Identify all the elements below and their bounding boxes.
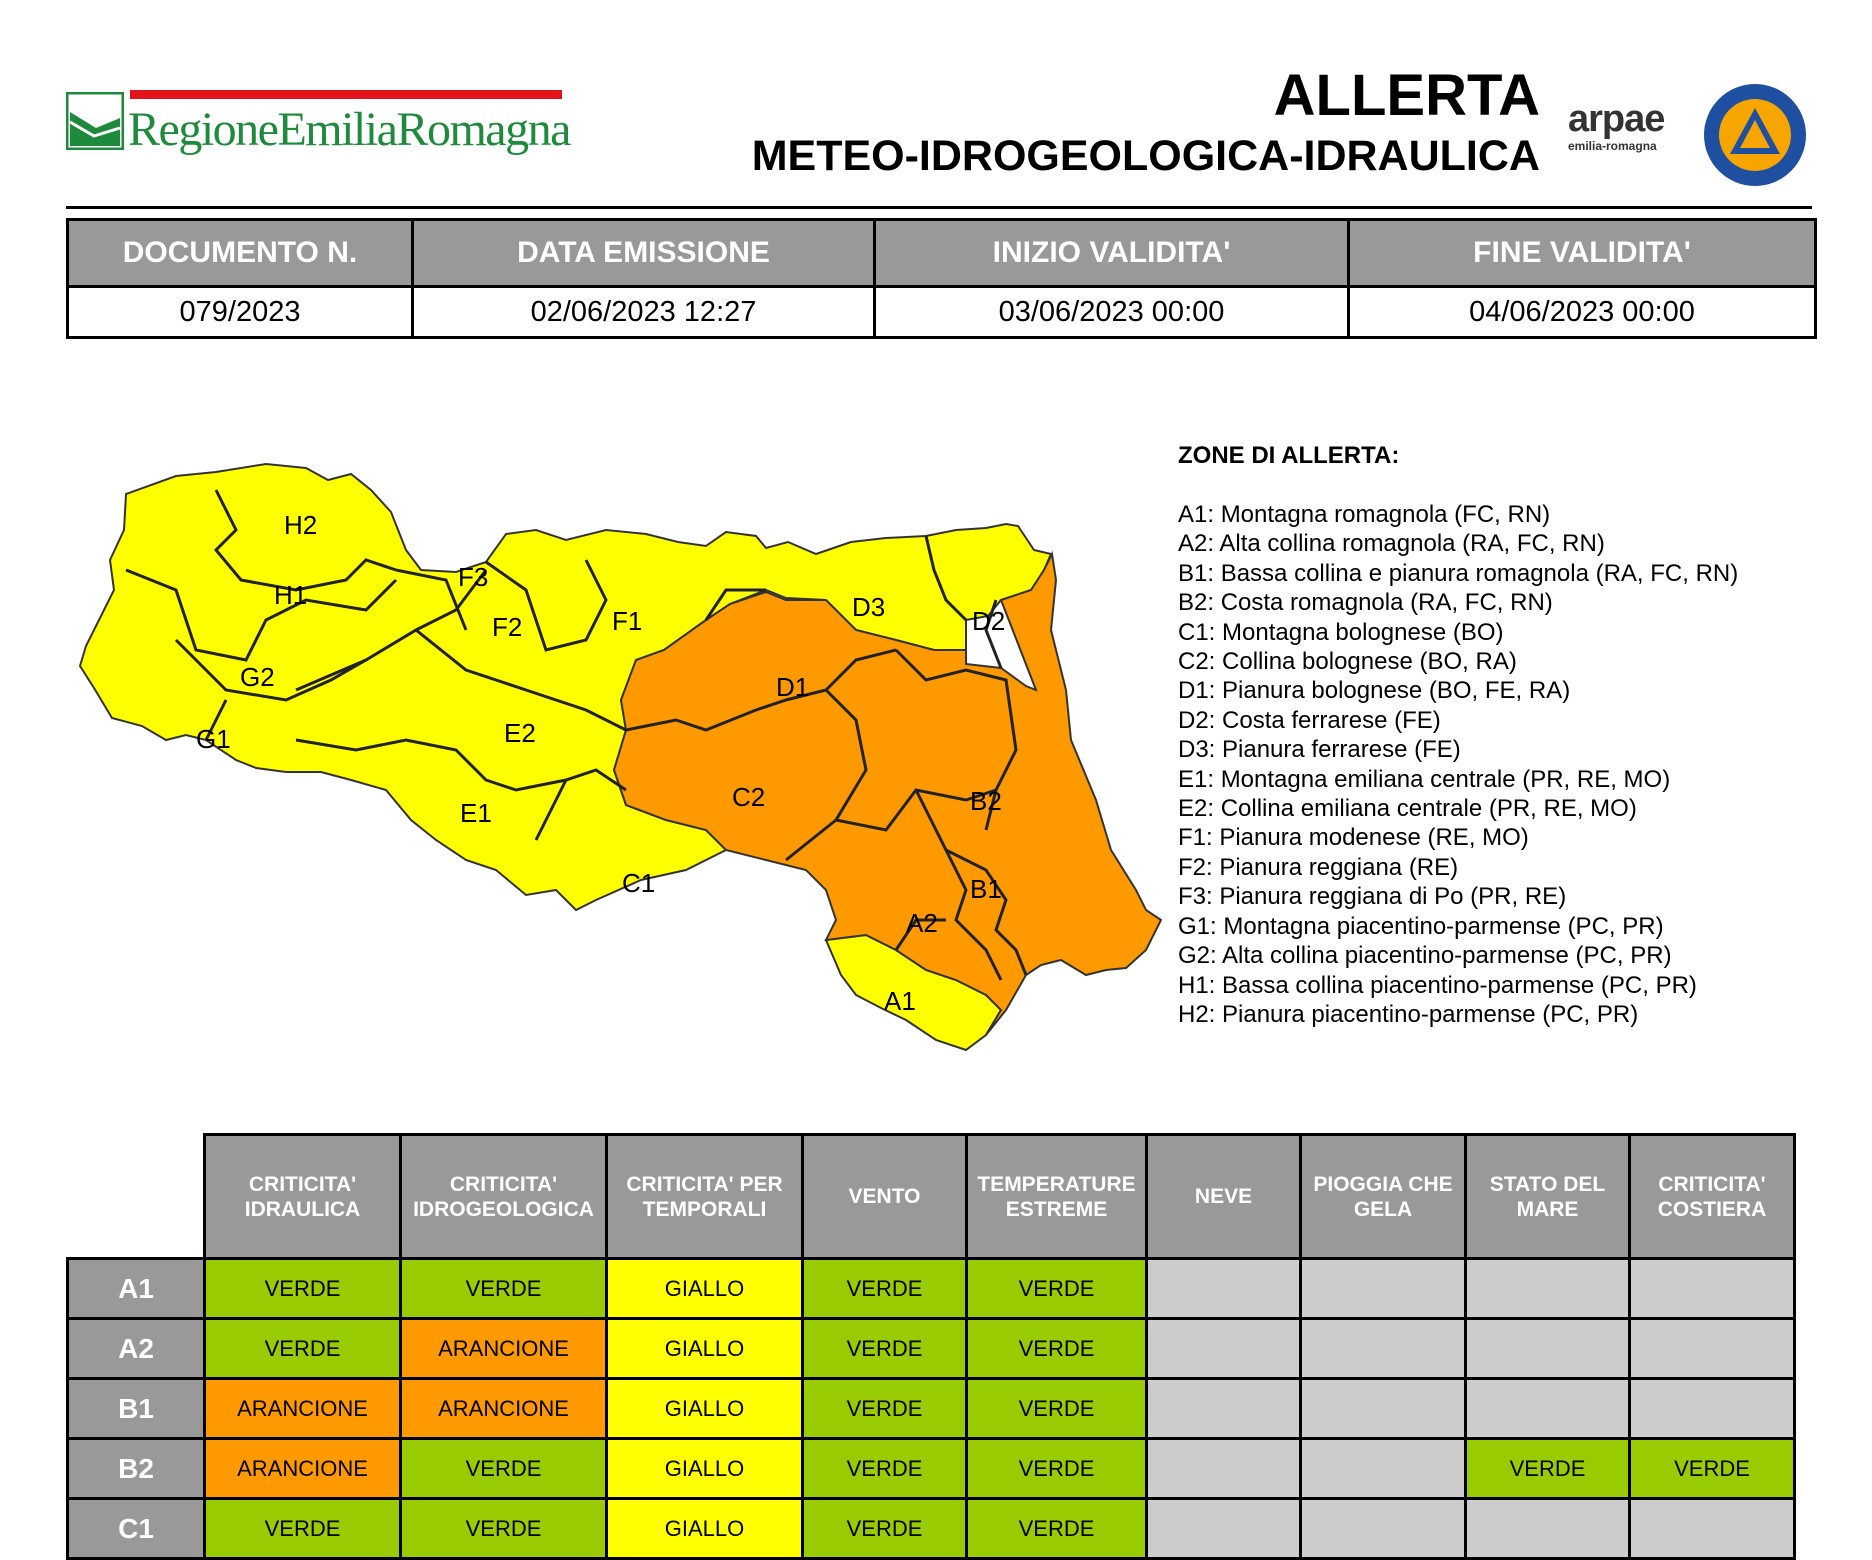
criticality-table xyxy=(66,1133,1796,1560)
document-info-value-row xyxy=(68,287,1816,338)
validity-end-value: 04/06/2023 00:00 xyxy=(1349,287,1816,338)
criticality-level-cell: VERDE xyxy=(1630,1439,1795,1499)
criticality-column-header xyxy=(1630,1135,1795,1259)
zone-item-f1: F1: Pianura modenese (RE, MO) xyxy=(1178,824,1529,852)
criticality-column-header xyxy=(1466,1135,1630,1259)
column-header-line: MARE xyxy=(1516,1197,1579,1221)
criticality-level-cell xyxy=(1147,1259,1301,1319)
criticality-level-cell xyxy=(1466,1499,1630,1559)
criticality-level-cell: VERDE xyxy=(205,1319,401,1379)
column-header-line: TEMPORALI xyxy=(642,1197,767,1221)
page-subtitle: METEO-IDROGEOLOGICA-IDRAULICA xyxy=(751,132,1540,180)
criticality-level-cell xyxy=(1630,1499,1795,1559)
zone-cell: A1 xyxy=(68,1259,205,1319)
validity-start-value: 03/06/2023 00:00 xyxy=(875,287,1349,338)
criticality-level-cell xyxy=(1301,1499,1466,1559)
document-info-table xyxy=(66,218,1817,339)
zone-item-e2: E2: Collina emiliana centrale (PR, RE, MO) xyxy=(1178,795,1637,823)
criticality-column-header xyxy=(205,1135,401,1259)
zone-cell: B1 xyxy=(68,1379,205,1439)
criticality-level-cell xyxy=(1630,1259,1795,1319)
header-divider xyxy=(66,206,1812,209)
zone-item-d2: D2: Costa ferrarese (FE) xyxy=(1178,706,1441,734)
column-header-line: CRITICITA' PER xyxy=(626,1172,783,1196)
criticality-column-header xyxy=(967,1135,1147,1259)
column-header-line: VENTO xyxy=(848,1185,921,1208)
column-header-line: NEVE xyxy=(1194,1185,1253,1208)
arpae-logo xyxy=(1568,98,1678,168)
criticality-level-cell xyxy=(1147,1379,1301,1439)
zone-item-b2: B2: Costa romagnola (RA, FC, RN) xyxy=(1178,589,1553,617)
column-header-line: TEMPERATURE xyxy=(977,1172,1136,1196)
zone-item-e1: E1: Montagna emiliana centrale (PR, RE, MO) xyxy=(1178,765,1671,793)
zone-item-d3: D3: Pianura ferrarese (FE) xyxy=(1178,736,1461,764)
criticality-level-cell: VERDE xyxy=(803,1439,967,1499)
zone-cell: C1 xyxy=(68,1499,205,1559)
emission-date-value: 02/06/2023 12:27 xyxy=(413,287,875,338)
criticality-header-row xyxy=(68,1135,1795,1259)
column-header-line: CRITICITA' xyxy=(248,1172,357,1196)
criticality-level-cell: VERDE xyxy=(967,1379,1147,1439)
zone-item-c2: C2: Collina bolognese (BO, RA) xyxy=(1178,648,1517,676)
column-header-line: CRITICITA' xyxy=(1658,1172,1766,1196)
criticality-level-cell: VERDE xyxy=(803,1499,967,1559)
criticality-level-cell: ARANCIONE xyxy=(401,1319,607,1379)
arpae-word: arpae xyxy=(1568,98,1665,140)
zone-item-h2: H2: Pianura piacentino-parmense (PC, PR) xyxy=(1178,1000,1639,1028)
criticality-level-cell xyxy=(1466,1379,1630,1439)
column-header-line: IDRAULICA xyxy=(244,1197,361,1221)
map-label-f2: F2 xyxy=(492,612,523,642)
zone-item-f3: F3: Pianura reggiana di Po (PR, RE) xyxy=(1178,883,1567,911)
criticality-level-cell xyxy=(1466,1259,1630,1319)
map-label-c2: C2 xyxy=(732,782,766,812)
table-row xyxy=(68,1439,1795,1499)
table-row xyxy=(68,1499,1795,1559)
logo-red-bar xyxy=(130,90,562,99)
map-label-d1: D1 xyxy=(776,672,810,702)
org-name: RegioneEmiliaRomagna xyxy=(128,103,570,156)
column-header-line: GELA xyxy=(1353,1197,1413,1221)
criticality-level-cell: GIALLO xyxy=(607,1439,803,1499)
map-label-f3: F3 xyxy=(458,562,489,592)
zone-item-g1: G1: Montagna piacentino-parmense (PC, PR) xyxy=(1178,912,1664,940)
criticality-level-cell: ARANCIONE xyxy=(205,1439,401,1499)
zone-item-g2: G2: Alta collina piacentino-parmense (PC, PR) xyxy=(1178,942,1672,970)
map-label-h1: H1 xyxy=(274,580,308,610)
map-label-e2: E2 xyxy=(504,718,536,748)
map-label-b2: B2 xyxy=(970,786,1002,816)
criticality-level-cell: VERDE xyxy=(967,1499,1147,1559)
criticality-level-cell xyxy=(1147,1319,1301,1379)
alert-zone-map xyxy=(66,450,1166,1070)
criticality-level-cell: VERDE xyxy=(967,1439,1147,1499)
column-header-line: STATO DEL xyxy=(1489,1172,1606,1196)
emission-date-header: DATA EMISSIONE xyxy=(413,220,875,287)
map-label-e1: E1 xyxy=(460,798,492,828)
criticality-level-cell: GIALLO xyxy=(607,1379,803,1439)
column-header-line: ESTREME xyxy=(1005,1197,1108,1221)
column-header-line: PIOGGIA CHE xyxy=(1313,1172,1453,1196)
zone-cell: B2 xyxy=(68,1439,205,1499)
criticality-column-header xyxy=(1147,1135,1301,1259)
criticality-level-cell: GIALLO xyxy=(607,1259,803,1319)
regione-emilia-romagna-logo xyxy=(66,88,570,158)
alert-zone-map-svg xyxy=(66,450,1166,1070)
criticality-level-cell: VERDE xyxy=(401,1499,607,1559)
doc-number-value: 079/2023 xyxy=(68,287,413,338)
criticality-column-header xyxy=(607,1135,803,1259)
map-label-c1: C1 xyxy=(622,868,656,898)
map-label-g1: G1 xyxy=(196,724,231,754)
criticality-level-cell xyxy=(1301,1319,1466,1379)
document-info-header-row xyxy=(68,220,1816,287)
doc-number-header: DOCUMENTO N. xyxy=(68,220,413,287)
criticality-corner-cell xyxy=(68,1135,205,1259)
map-label-b1: B1 xyxy=(970,874,1002,904)
criticality-level-cell xyxy=(1147,1439,1301,1499)
map-label-d3: D3 xyxy=(852,592,886,622)
zone-item-a1: A1: Montagna romagnola (FC, RN) xyxy=(1178,501,1551,528)
zones-list xyxy=(1178,500,1738,1029)
criticality-level-cell xyxy=(1301,1379,1466,1439)
criticality-level-cell xyxy=(1466,1319,1630,1379)
column-header-line: IDROGEOLOGICA xyxy=(413,1197,594,1221)
criticality-level-cell xyxy=(1301,1259,1466,1319)
criticality-level-cell: VERDE xyxy=(803,1319,967,1379)
column-header-line: COSTIERA xyxy=(1657,1197,1767,1221)
criticality-column-header xyxy=(1301,1135,1466,1259)
zone-item-b1: B1: Bassa collina e pianura romagnola (RA, FC, RN) xyxy=(1178,559,1739,587)
zones-title: ZONE DI ALLERTA: xyxy=(1178,442,1400,469)
criticality-level-cell: VERDE xyxy=(803,1259,967,1319)
map-label-a2: A2 xyxy=(906,908,938,938)
table-row xyxy=(68,1319,1795,1379)
criticality-level-cell xyxy=(1147,1499,1301,1559)
zone-item-h1: H1: Bassa collina piacentino-parmense (PC, PR) xyxy=(1178,971,1697,999)
validity-end-header: FINE VALIDITA' xyxy=(1349,220,1816,287)
table-row xyxy=(68,1379,1795,1439)
table-row xyxy=(68,1259,1795,1319)
zone-item-c1: C1: Montagna bolognese (BO) xyxy=(1178,618,1504,646)
criticality-level-cell: VERDE xyxy=(205,1259,401,1319)
protezione-civile-logo xyxy=(1702,82,1808,188)
criticality-column-header xyxy=(401,1135,607,1259)
criticality-level-cell: VERDE xyxy=(967,1319,1147,1379)
region-flag-icon xyxy=(66,92,124,150)
criticality-level-cell xyxy=(1630,1319,1795,1379)
zone-item-f2: F2: Pianura reggiana (RE) xyxy=(1178,853,1459,881)
criticality-level-cell: VERDE xyxy=(803,1379,967,1439)
criticality-level-cell: VERDE xyxy=(401,1259,607,1319)
map-label-h2: H2 xyxy=(284,510,318,540)
zone-item-d1: D1: Pianura bolognese (BO, FE, RA) xyxy=(1178,677,1571,705)
criticality-level-cell xyxy=(1630,1379,1795,1439)
criticality-level-cell: ARANCIONE xyxy=(401,1379,607,1439)
validity-start-header: INIZIO VALIDITA' xyxy=(875,220,1349,287)
criticality-level-cell: VERDE xyxy=(1466,1439,1630,1499)
arpae-subtitle: emilia-romagna xyxy=(1568,139,1657,153)
map-label-d2: D2 xyxy=(972,606,1006,636)
criticality-level-cell: VERDE xyxy=(967,1259,1147,1319)
criticality-level-cell: ARANCIONE xyxy=(205,1379,401,1439)
page-title: ALLERTA xyxy=(1273,63,1540,128)
criticality-level-cell: VERDE xyxy=(401,1439,607,1499)
zone-item-a2: A2: Alta collina romagnola (RA, FC, RN) xyxy=(1178,530,1605,558)
map-label-f1: F1 xyxy=(612,606,643,636)
criticality-level-cell: GIALLO xyxy=(607,1499,803,1559)
criticality-level-cell xyxy=(1301,1439,1466,1499)
criticality-column-header xyxy=(803,1135,967,1259)
map-label-g2: G2 xyxy=(240,662,275,692)
criticality-level-cell: GIALLO xyxy=(607,1319,803,1379)
criticality-level-cell: VERDE xyxy=(205,1499,401,1559)
map-label-a1: A1 xyxy=(884,986,916,1016)
column-header-line: CRITICITA' xyxy=(449,1172,558,1196)
zone-cell: A2 xyxy=(68,1319,205,1379)
criticality-body xyxy=(68,1259,1795,1559)
